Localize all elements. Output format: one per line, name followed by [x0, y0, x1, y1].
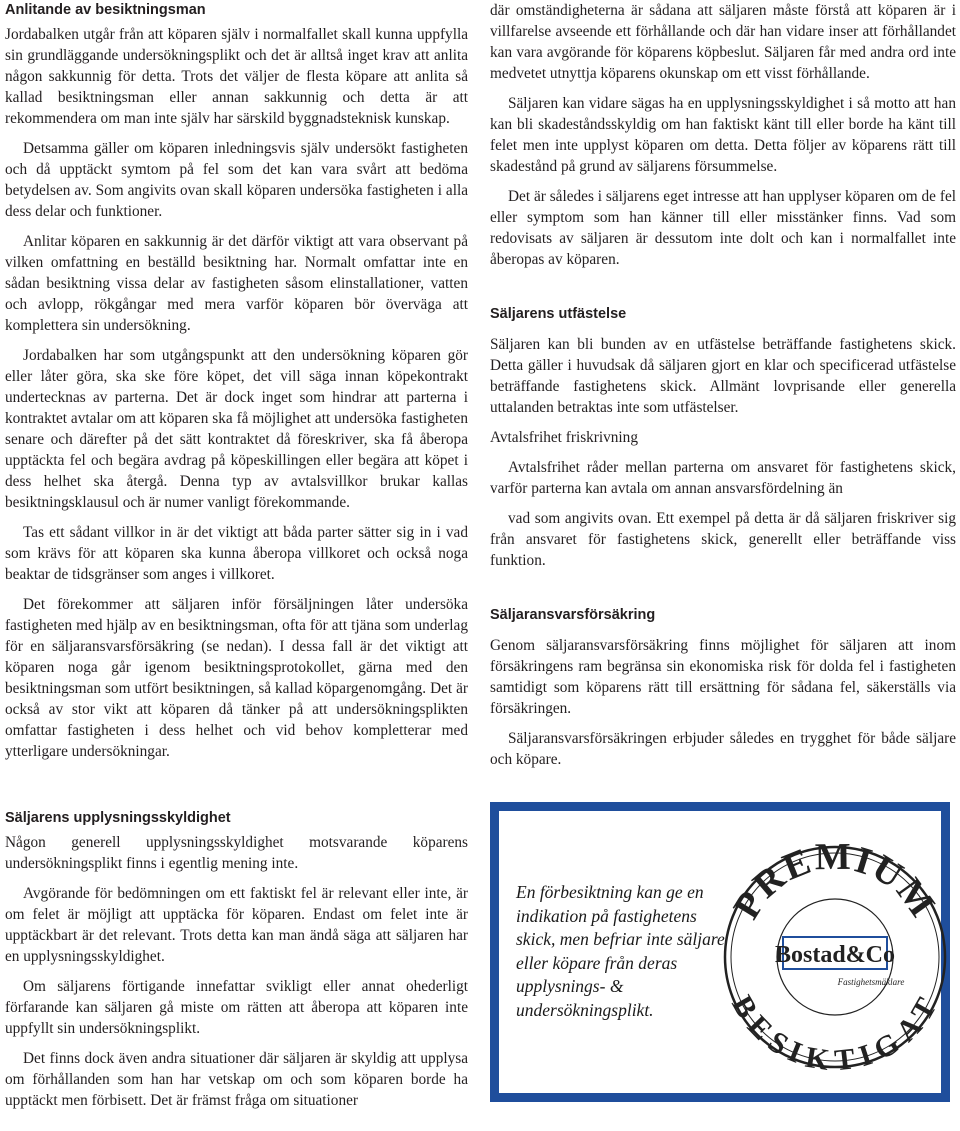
paragraph: Avtalsfrihet råder mellan parterna om ansvaret för fastighetens skick, varför parterna kan avtala om annan ansvarsfördelning än [490, 459, 956, 497]
subheading-contract-freedom: Avtalsfrihet friskrivning [490, 429, 638, 446]
stamp-sub-text: Fastighetsmäklare [837, 977, 905, 987]
paragraph: Säljaren kan vidare sägas ha en upplysningsskyldighet i så motto att han kan bli skadeståndsskyldig om han faktiskt känt till eller borde ha känt till felet men inte upplyst köparen om detta. Detta följer av köparens rätt till skadestånd på grund av säljarens försummelse. [490, 95, 956, 175]
disclosure-section [5, 808, 468, 1120]
heading-warranty: Säljarens utfästelse [490, 306, 627, 322]
paragraph: Det finns dock även andra situationer där säljaren är skyldig att upplysa om förhållanden som han har vetskap om och som köparen borde ha upptäckt men förbisett. Det är främst fråga om situationer [5, 1050, 468, 1109]
paragraph: Avgörande för bedömningen om ett faktiskt fel är relevant eller inte, är om felet är möjligt att upptäcka för köparen. Endast om felet inte är upptäckbart är det relevant. Trots detta kan man ändå säga att säljaren har en upplysningsskyldighet. [5, 885, 468, 965]
svg-text:BESIKTIGAT [725, 990, 945, 1077]
heading-inspector: Anlitande av besiktningsman [5, 2, 206, 18]
premium-besiktigat-stamp-icon [721, 825, 949, 1085]
paragraph: Jordabalken utgår från att köparen själv i normalfallet skall kunna uppfylla sin grundläggande undersökningsplikt och det är alltså inget krav att anlita någon sakkunnig för detta. Trots det väljer de flesta köpare att anlita så kallad besiktningsman eller annan sakkunnig och detta är att rekommendera om man inte själv har särskild byggnadsteknisk kunskap. [5, 26, 468, 127]
paragraph: Genom säljaransvarsförsäkring finns möjlighet för säljaren att inom försäkringens ram begränsa sin ekonomiska risk för dolda fel i fastigheten samtidigt som köparens rätt till ersättning för sådana fel, säkerställs via försäkringen. [490, 637, 956, 717]
paragraph: Om säljarens förtigande innefattar svikligt eller annat ohederligt förfarande kan säljaren gå miste om rätten att åberopa att köparen inte uppfyllt sin undersökningsplikt. [5, 978, 468, 1037]
paragraph: Detsamma gäller om köparen inledningsvis själv undersökt fastigheten och då upptäckt symtom på fel som det kan vara svårt att bedöma betydelsen av. Som angivits ovan skall köparen undersöka fastigheten i alla dess delar och funktioner. [5, 140, 468, 220]
right-column [490, 0, 956, 779]
paragraph: Det förekommer att säljaren inför försäljningen låter undersöka fastigheten med hjälp av en besiktningsman, ofta för att tjäna som underlag för en säljaransvarsförsäkring (se nedan). I dessa fall är det viktigt att köparen noga går igenom besiktningsprotokollet, gärna med den besiktningsman som utfört besiktningen, så kallad köpargenomgång. Det är också av stor vikt att köparen då tänker på att undersökningsplikten omfattar fastigheten i dess helhet och vid behov kompletterar med ytterligare undersökningar. [5, 596, 468, 760]
ad-text: En förbesiktning kan ge en indikation på fastighetens skick, men befriar inte säljare eller köpare från deras upplysnings- & undersökningsplikt. [516, 882, 725, 1020]
paragraph: Säljaren kan bli bunden av en utfästelse beträffande fastighetens skick. Detta gäller i huvudsak då säljaren gjort en klar och specificerad utfästelse beträffande fastighetens skick. Allmänt lovprisande eller generella uttalanden betraktas inte som utfästelser. [490, 336, 956, 416]
paragraph: Tas ett sådant villkor in är det viktigt att båda parter sätter sig in i vad som krävs för att köparen ska kunna åberopa villkoret och också noga beaktar de tidsgränser som anges i villkoret. [5, 524, 468, 583]
premium-ad-box [490, 802, 950, 1102]
stamp-brand-text: Bostad&Co [774, 942, 896, 968]
heading-disclosure: Säljarens upplysningsskyldighet [5, 810, 231, 826]
paragraph: Jordabalken har som utgångspunkt att den undersökning köparen gör eller låter göra, ska ske före köpet, det vill säga innan köpekontrakt undertecknas av parterna. Det är dock inget som hindrar att parterna i kontraktet avtalar om att köparen ska få möjlighet att undersöka fastigheten senare och därefter på det sätt kontraktet då föreskriver, ska få åberopa upptäckta fel och begära avdrag på köpeskillingen eller begära att köpet i dess helhet ska återgå. Denna typ av avtalsvillkor brukar kallas besiktningsklausul och är numer vanligt förekommande. [5, 347, 468, 511]
stamp-bottom-text: BESIKTIGAT [725, 989, 945, 1078]
paragraph: vad som angivits ovan. Ett exempel på detta är då säljaren friskriver sig från ansvaret för fastighetens skick, generellt eller beträffande viss funktion. [490, 510, 956, 569]
paragraph: där omständigheterna är sådana att säljaren måste förstå att köparen är i villfarelse avseende ett förhållande och där han vidare inser att förhållandet kan vara avgörande för köparens köpbeslut. Säljaren får med andra ord inte medvetet utnyttja köparens okunskap om ett visst förhållande. [490, 2, 956, 82]
left-column [5, 0, 468, 771]
paragraph: Anlitar köparen en sakkunnig är det därför viktigt att vara observant på vilken omfattning en beställd besiktning har. Normalt omfattar inte en sådan besiktning vissa delar av fastigheten såsom elinstallationer, vatten och avlopp, rökgångar med mera varför köparen bör överväga att komplettera sin undersökning. [5, 233, 468, 334]
paragraph: Det är således i säljarens eget intresse att han upplyser köparen om de fel eller symptom som han känner till eller misstänker finns. Vad som redovisats av säljaren är dessutom inte dolt och kan i normalfallet inte åberopas av köparen. [490, 188, 956, 268]
stamp-top-text: PREMIUM [725, 835, 945, 927]
heading-insurance: Säljaransvarsförsäkring [490, 607, 656, 623]
paragraph: Någon generell upplysningsskyldighet motsvarande köparens undersökningsplikt finns i egentlig mening inte. [5, 834, 468, 872]
svg-text:PREMIUM [725, 836, 944, 926]
paragraph: Säljaransvarsförsäkringen erbjuder således en trygghet för både säljare och köpare. [490, 730, 956, 768]
